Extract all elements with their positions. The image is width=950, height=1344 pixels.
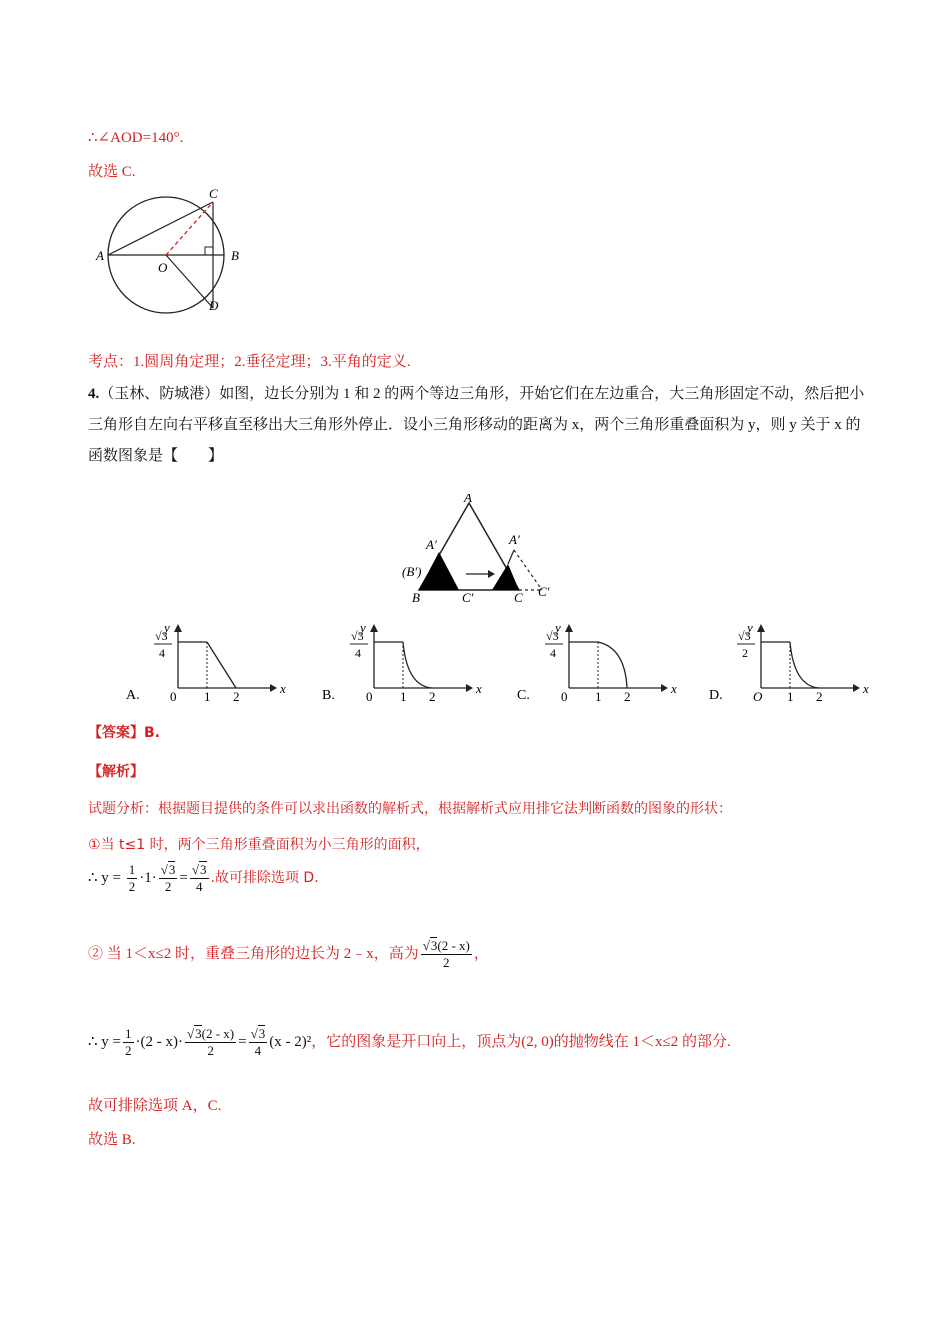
ytick-numerator: √3: [738, 629, 751, 643]
case2-line: [88, 938, 489, 971]
case1-frac3: $\frac{√3}{4}$: [191, 862, 207, 894]
ytick-denominator: 4: [159, 646, 165, 660]
kaodian-line: 考点：1.圆周角定理；2.垂径定理；3.平角的定义.: [88, 354, 411, 370]
option-graph-a: [122, 620, 287, 710]
y-axis-arrow: [370, 624, 378, 632]
y-axis-arrow: [565, 624, 573, 632]
fig-label-b: B: [412, 590, 420, 604]
option-graph-d: [705, 620, 870, 710]
tick-1-label: 1: [400, 689, 407, 704]
tick-1-label: 1: [787, 689, 794, 704]
ytick-denominator: 4: [355, 646, 361, 660]
x-axis-label: x: [280, 681, 286, 696]
label-b: B: [231, 248, 239, 263]
case2-height-frac: $\frac{√3(2 - x)}{2}$: [422, 938, 470, 970]
x-axis-arrow: [466, 684, 473, 692]
fig-label-a: A: [464, 494, 472, 505]
case1-dot: ·1·: [139, 869, 157, 886]
case1-equation: [88, 862, 319, 895]
tick-1-label: 1: [595, 689, 602, 704]
chord-ac: [108, 202, 213, 255]
case2-prefix: ∴ y =: [88, 1033, 122, 1050]
option-label: C.: [517, 688, 530, 703]
option-graph-c: [513, 620, 678, 710]
ytick-numerator: √3: [351, 629, 364, 643]
case1-prefix: ∴ y =: [88, 869, 122, 886]
x-axis-arrow: [270, 684, 277, 692]
question-text: （玉林、防城港）如图，边长分别为 1 和 2 的两个等边三角形，开始它们在左边重合，大三角形固定不动，然后把小三角形自左向右平移直至移出大三角形外停止．设小三角形移动的距离为 x，两个三角形重叠面积为 y，则 y 关于 x 的函数图象是【 】: [88, 386, 865, 464]
x-axis-label: x: [671, 681, 677, 696]
small-triangle-side: [508, 550, 514, 564]
fig-label-a2: A′: [509, 532, 520, 547]
tick-1-label: 1: [204, 689, 211, 704]
x-axis-arrow: [853, 684, 860, 692]
tick-2-label: 2: [233, 689, 240, 704]
case2-eq: =: [238, 1033, 247, 1050]
label-a: A: [96, 248, 104, 263]
origin-label: O: [753, 689, 763, 704]
ytick-denominator: 4: [550, 646, 556, 660]
case2-frac2: $\frac{√3(2 - x)}{2}$: [187, 1026, 235, 1058]
origin-label: 0: [170, 689, 177, 704]
question-4: [88, 379, 868, 472]
fig-label-bp: (B′): [402, 564, 422, 579]
circle-figure: [88, 188, 268, 318]
y-axis-label: y: [360, 620, 366, 635]
case2-text: ② 当 1＜x≤2 时，重叠三角形的边长为 2﹣x，高为: [88, 945, 419, 962]
move-arrow-head: [488, 570, 495, 578]
analysis-tag: 【解析】: [88, 764, 144, 780]
y-axis-label: y: [164, 620, 170, 635]
y-axis-arrow: [757, 624, 765, 632]
small-triangle-start: [419, 552, 459, 590]
option-label: D.: [709, 688, 723, 703]
falling-curve: [207, 642, 236, 688]
answer-tag: 【答案】B.: [88, 725, 160, 741]
right-angle-mark: [205, 247, 213, 255]
case2-mid: ·(2 - x)·: [135, 1033, 183, 1050]
case1-eq: =: [179, 869, 188, 886]
tick-2-label: 2: [816, 689, 823, 704]
analysis-intro: 试题分析：根据题目提供的条件可以求出函数的解析式，根据解析式应用排它法判断函数的图象的形状：: [88, 801, 732, 817]
x-axis-label: x: [476, 681, 482, 696]
option-label: B.: [322, 688, 335, 703]
origin-label: 0: [366, 689, 373, 704]
x-axis-arrow: [661, 684, 668, 692]
final-line: 故选 B.: [88, 1132, 136, 1148]
segment-od: [166, 255, 213, 308]
triangle-figure: [396, 494, 566, 604]
ytick-denominator: 2: [742, 646, 748, 660]
tick-2-label: 2: [624, 689, 631, 704]
exclude-line: 故可排除选项 A，C.: [88, 1098, 222, 1114]
case2-frac1: $\frac{1}{2}$: [125, 1026, 132, 1058]
tick-2-label: 2: [429, 689, 436, 704]
case2-equation: [88, 1026, 731, 1059]
y-axis-label: y: [747, 620, 753, 635]
fig-label-c1: C′: [462, 590, 474, 604]
origin-label: 0: [561, 689, 568, 704]
fig-label-a1: A′: [426, 537, 437, 552]
fig-label-c: C: [514, 590, 523, 604]
x-axis-label: x: [863, 681, 869, 696]
case1-suffix: .故可排除选项 D.: [210, 869, 319, 886]
case2-end: ，: [473, 945, 489, 962]
analysis-case1: ①当 t≤1 时，两个三角形重叠面积为小三角形的面积，: [88, 837, 430, 853]
option-label: A.: [126, 688, 140, 703]
falling-curve: [403, 642, 432, 688]
case1-frac2: $\frac{√3}{2}$: [160, 862, 176, 894]
case2-tail: (x - 2)²: [269, 1033, 312, 1050]
case2-desc: ，它的图象是开口向上，顶点为(2, 0)的抛物线在 1＜x≤2 的部分.: [311, 1033, 731, 1050]
falling-curve: [598, 642, 627, 688]
case2-frac3: $\frac{√3}{4}$: [250, 1026, 266, 1058]
falling-curve: [790, 642, 819, 688]
conclusion-line: ∴∠AOD=140°.: [88, 130, 184, 146]
ytick-numerator: √3: [155, 629, 168, 643]
label-d: D: [209, 298, 219, 313]
prev-answer-line: 故选 C.: [88, 164, 136, 180]
option-graph-b: [318, 620, 483, 710]
y-axis-arrow: [174, 624, 182, 632]
label-c: C: [209, 188, 218, 201]
question-number: 4.: [88, 386, 100, 402]
label-o: O: [158, 260, 168, 275]
ytick-numerator: √3: [546, 629, 559, 643]
fig-label-c2: C′: [538, 584, 550, 599]
y-axis-label: y: [555, 620, 561, 635]
case1-frac1: $\frac{1}{2}$: [128, 862, 136, 894]
